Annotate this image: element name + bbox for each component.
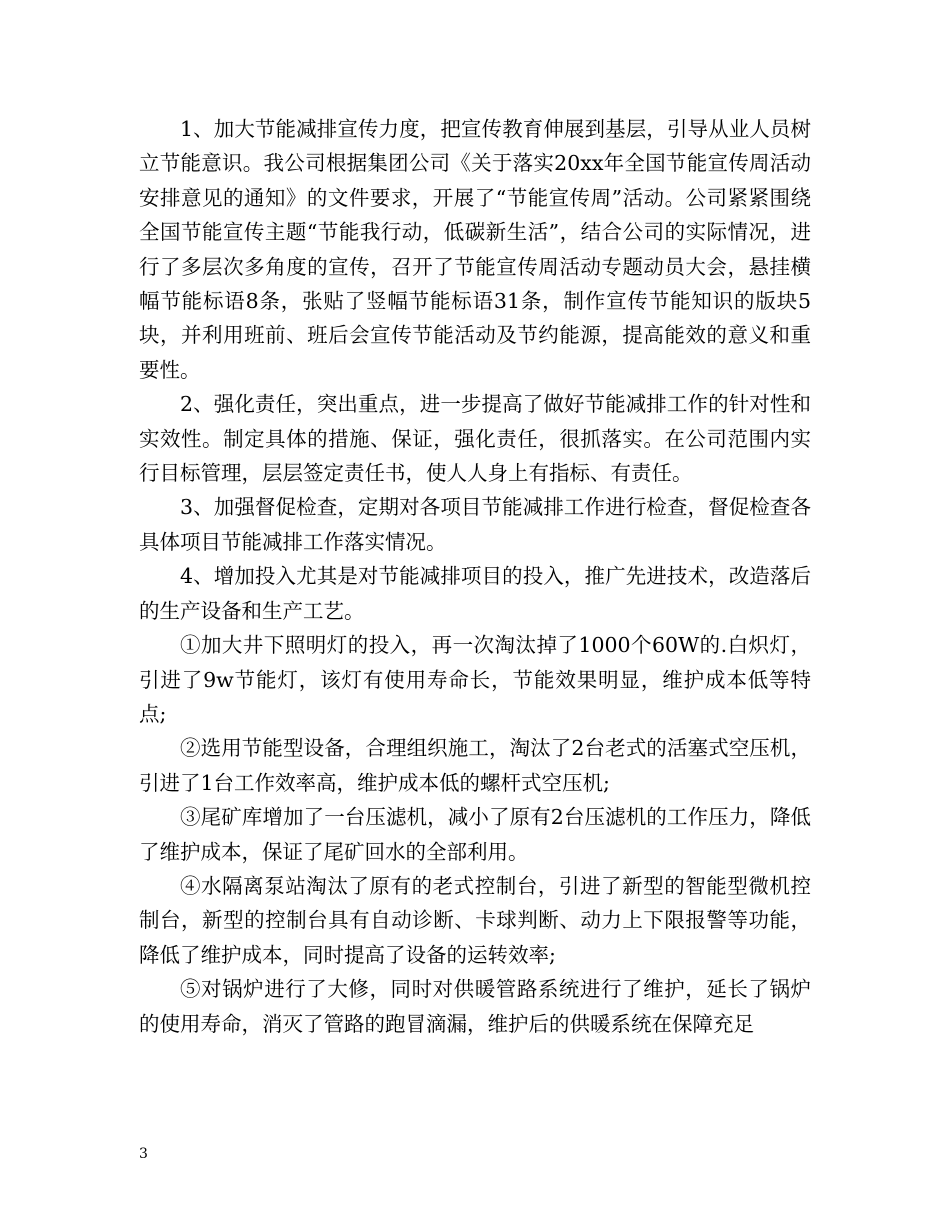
- paragraph-8: ④水隔离泵站淘汰了原有的老式控制台，引进了新型的智能型微机控制台，新型的控制台具有自动诊断、卡球判断、动力上下限报警等功能，降低了维护成本，同时提高了设备的运转效率;: [139, 873, 811, 967]
- paragraph-6: ②选用节能型设备，合理组织施工，淘汰了2台老式的活塞式空压机，引进了1台工作效率高，维护成本低的螺杆式空压机;: [139, 736, 811, 795]
- paragraph-4: 4、增加投入尤其是对节能减排项目的投入，推广先进技术，改造落后的生产设备和生产工艺。: [139, 564, 811, 623]
- paragraph-9: ⑤对锅炉进行了大修，同时对供暖管路系统进行了维护，延长了锅炉的使用寿命，消灭了管路的跑冒滴漏，维护后的供暖系统在保障充足: [139, 977, 811, 1036]
- page-number: 3: [139, 1146, 148, 1162]
- paragraph-2: 2、强化责任，突出重点，进一步提高了做好节能减排工作的针对性和实效性。制定具体的措施、保证，强化责任，很抓落实。在公司范围内实行目标管理，层层签定责任书，使人人身上有指标、有责任。: [139, 392, 811, 486]
- paragraph-1: 1、加大节能减排宣传力度，把宣传教育伸展到基层，引导从业人员树立节能意识。我公司根据集团公司《关于落实20xx年全国节能宣传周活动安排意见的通知》的文件要求，开展了“节能宣传周”活动。公司紧紧围绕全国节能宣传主题“节能我行动，低碳新生活”，结合公司的实际情况，进行了多层次多角度的宣传，召开了节能宣传周活动专题动员大会，悬挂横幅节能标语8条，张贴了竖幅节能标语31条，制作宣传节能知识的版块5块，并利用班前、班后会宣传节能活动及节约能源，提高能效的意义和重要性。: [139, 117, 811, 382]
- document-body: [139, 112, 811, 1041]
- paragraph-7: ③尾矿库增加了一台压滤机，减小了原有2台压滤机的工作压力，降低了维护成本，保证了尾矿回水的全部利用。: [139, 805, 811, 864]
- paragraph-5: ①加大井下照明灯的投入，再一次淘汰掉了1000个60W的.白炽灯，引进了9w节能灯，该灯有使用寿命长，节能效果明显，维护成本低等特点;: [139, 633, 811, 726]
- paragraph-3: 3、加强督促检查，定期对各项目节能减排工作进行检查，督促检查各具体项目节能减排工作落实情况。: [139, 495, 811, 554]
